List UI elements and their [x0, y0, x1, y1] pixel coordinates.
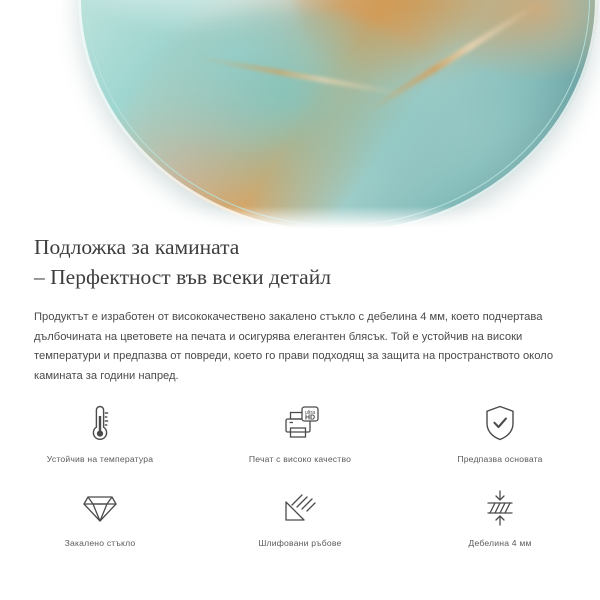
- feature-protects-surface: [400, 400, 600, 464]
- glass-disc-product-image: [78, 0, 598, 232]
- shield-check-icon: [482, 400, 518, 446]
- thickness-arrows-icon: [481, 486, 519, 530]
- feature-label: Печат с високо качество: [248, 454, 352, 464]
- feature-temperature-resistant: [0, 400, 200, 464]
- svg-text:HD: HD: [304, 414, 316, 422]
- hero-bottom-fade: [0, 206, 600, 232]
- headline-line-1: Подложка за камината: [34, 235, 240, 259]
- feature-row-top: [0, 400, 600, 464]
- feature-label: Дебелина 4 мм: [468, 538, 532, 548]
- feature-high-quality-print: [200, 400, 400, 464]
- feature-label: Закалено стъкло: [64, 538, 136, 548]
- feature-label: Предпазва основата: [457, 454, 543, 464]
- diamond-icon: [80, 486, 120, 530]
- feature-label: Устойчив на температура: [46, 454, 154, 464]
- description-text: [0, 308, 600, 386]
- marble-teal-blob: [120, 8, 453, 224]
- feature-polished-edges: [200, 486, 400, 548]
- feature-grid: [0, 400, 600, 548]
- content-block: [0, 232, 600, 386]
- headline-line-2: – Перфектност във всеки детайл: [34, 265, 331, 289]
- feature-label: Шлифовани ръбове: [258, 538, 342, 548]
- feature-row-bottom: [0, 486, 600, 548]
- hero-image: [0, 0, 600, 232]
- description-paragraph: Продуктът е изработен от висококачествено закалено стъкло с дебелина 4 мм, което подчертава дълбочината на цветовете на печата и осигурява елегантен блясък. Той е устойчив на високи температури и предпазва от повреди, което го прави подходящ за защита на пространството около камината за години напред.: [34, 311, 554, 382]
- page-title: [0, 232, 600, 292]
- polished-edges-icon: [281, 486, 319, 530]
- thermometer-icon: [87, 400, 113, 446]
- feature-thickness: [400, 486, 600, 548]
- feature-tempered-glass: [0, 486, 200, 548]
- svg-text:ultra: ultra: [304, 410, 316, 416]
- ultra-hd-print-icon: [278, 400, 322, 446]
